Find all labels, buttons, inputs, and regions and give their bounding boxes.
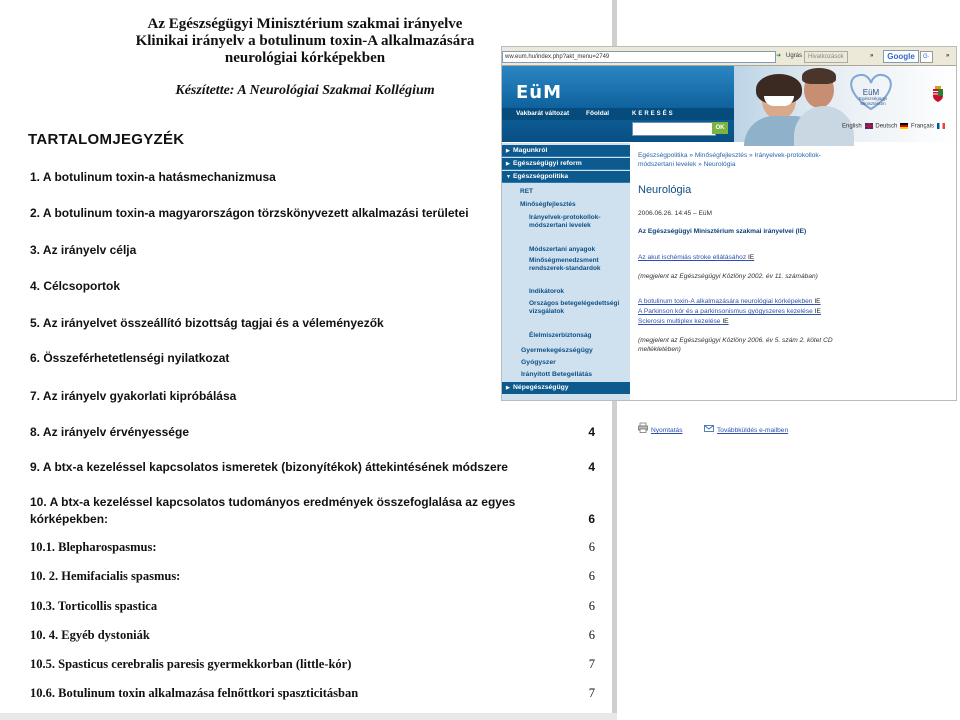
logo-panel — [502, 66, 734, 142]
toc-sub-entry: 10. 2. Hemifacialis spasmus: 6 — [30, 569, 595, 583]
address-bar[interactable]: ww.eum.hu/index.php?akt_menu=2749 — [502, 51, 776, 63]
menu-item-nepegeszsegugy[interactable]: ▶ Népegészségügy — [502, 382, 630, 394]
menu-item-gyermekegeszsegugy[interactable]: Gyermekegészségügy — [502, 345, 630, 357]
de-flag-icon[interactable] — [900, 123, 908, 129]
submenu-item-betegelegedettseg[interactable]: Országos betegelégedettségi vizsgálatok — [529, 300, 620, 315]
section-title: Az Egészségügyi Minisztérium szakmai irányelvei (IE) — [638, 228, 807, 235]
stroke-guideline-link[interactable]: Az akut ischémiás stroke ellátásához IE — [638, 254, 755, 261]
google-toolbar-logo[interactable]: Google — [883, 50, 919, 63]
ministry-heart-logo-icon — [840, 69, 902, 115]
doc-bottom-bar — [0, 713, 617, 720]
go-button[interactable]: Ugrás — [786, 53, 803, 59]
toolbar-chevron-2[interactable]: » — [946, 53, 950, 59]
svg-text:EüM: EüM — [862, 88, 880, 97]
site-logo[interactable]: EüM — [516, 82, 563, 103]
print-link[interactable]: Nyomtatás — [651, 427, 683, 434]
toc-entry: 2. A botulinum toxin-a magyarországon törzskönyvezett alkalmazási területei — [30, 206, 595, 220]
submenu-item-minosegfejlesztes[interactable]: Minőségfejlesztés — [520, 201, 576, 208]
doc-title-line-2: Klinikai irányelv a botulinum toxin-A alkalmazására — [135, 33, 475, 49]
submenu-item-minosegmenedzsment[interactable]: Minőségmenedzsment rendszerek-standardok — [529, 257, 601, 272]
submenu-item-ret[interactable]: RET — [520, 188, 533, 195]
page-title: Neurológia — [638, 184, 692, 196]
home-link[interactable]: Főoldal — [586, 110, 610, 117]
toc-heading: TARTALOMJEGYZÉK — [28, 131, 185, 148]
lang-deutsch[interactable]: Deutsch — [875, 123, 898, 130]
submenu-item-indikatorok[interactable]: Indikátorok — [529, 288, 565, 295]
browser-toolbar — [502, 47, 956, 66]
language-bar — [842, 123, 946, 130]
breadcrumb[interactable] — [638, 151, 938, 169]
fr-flag-icon[interactable] — [937, 123, 945, 129]
doc-title-line-3: neurológiai kórképekben — [224, 50, 386, 66]
breadcrumb-line-1[interactable]: Egészségpolitika » Minőségfejlesztés » Irányelvek-protokollok- — [638, 152, 821, 159]
search-label: KERESÉS — [632, 111, 675, 117]
toc-entry: 6. Összeférhetetlenségi nyilatkozat — [30, 351, 595, 365]
menu-item-gyogyszer[interactable]: Gyógyszer — [502, 357, 630, 369]
printer-icon[interactable] — [638, 423, 648, 433]
publication-note-2: (megjelent az Egészségügyi Közlöny 2006. év 5. szám 2. kötet CD mellékletében) — [638, 337, 833, 353]
publication-note-1: (megjelent az Egészségügyi Közlöny 2002. év 11. számában) — [638, 273, 818, 280]
submenu-item-elelmiszerbiztonsag[interactable]: Élelmiszerbiztonság — [529, 332, 592, 339]
go-arrow-icon[interactable]: ➜ — [776, 53, 782, 59]
toc-sub-entry: 10.5. Spasticus cerebralis paresis gyermekkorban (little-kór) 7 — [30, 657, 595, 671]
sidebar-menu — [502, 143, 630, 400]
toc-sub-entry: 10.3. Torticollis spastica 6 — [30, 599, 595, 613]
toc-entry: 8. Az irányelv érvényessége 4 — [30, 425, 595, 439]
links-button[interactable]: Hivatkozások — [804, 51, 848, 63]
submenu-item-modszertani-anyagok[interactable]: Módszertani anyagok — [529, 246, 596, 253]
toc-entry: 9. A btx-a kezeléssel kapcsolatos ismeretek (bizonyítékok) áttekintésének módszere 4 — [30, 460, 595, 474]
toc-sub-entry: 10.1. Blepharospasmus: 6 — [30, 540, 595, 554]
menu-item-egeszsegpolitika[interactable]: ▼ Egészségpolitika — [502, 171, 630, 183]
uk-flag-icon[interactable] — [865, 123, 873, 129]
ministry-name: Egészségügyi Minisztérium — [858, 96, 888, 106]
breadcrumb-line-2[interactable]: módszertani levelek » Neurológia — [638, 161, 736, 168]
toc-entry: 1. A botulinum toxin-a hatásmechanizmusa — [30, 170, 595, 184]
google-search-dropdown[interactable]: G· — [920, 51, 933, 63]
toc-sub-entry: 10. 4. Egyéb dystoniák 6 — [30, 628, 595, 642]
coat-of-arms-icon — [932, 86, 944, 102]
sclerosis-guideline-link[interactable]: Sclerosis multiplex kezelése IE — [638, 318, 729, 325]
doc-title-line-1: Az Egészségügyi Minisztérium szakmai irányelve — [147, 16, 463, 32]
publish-date: 2006.06.26. 14:45 – EüM — [638, 210, 713, 217]
search-input[interactable] — [632, 122, 716, 136]
toc-sub-entry: 10.6. Botulinum toxin alkalmazása felnőttkori spaszticitásban 7 — [30, 686, 595, 700]
toc-entry-10-line-1: 10. A btx-a kezeléssel kapcsolatos tudományos eredmények összefoglalása az egyes — [30, 495, 516, 509]
menu-item-egeszsegugyi-reform[interactable]: ▶ Egészségügyi reform — [502, 158, 630, 170]
top-nav — [502, 108, 734, 120]
site-header — [502, 66, 956, 142]
submenu-item-iranyelvek[interactable]: Irányelvek-protokollok-módszertani levelek — [529, 214, 601, 229]
botulinum-guideline-link[interactable]: A botulinum toxin-A alkalmazására neurológiai kórképekben IE — [638, 298, 821, 305]
toc-entry: 3. Az irányelv célja — [30, 243, 595, 257]
toc-entry: 5. Az irányelvet összeállító bizottság tagjai és a véleményezők — [30, 316, 595, 330]
toc-entry: 4. Célcsoportok — [30, 279, 595, 293]
toc-entry: 7. Az irányelv gyakorlati kipróbálása — [30, 389, 595, 403]
search-ok-button[interactable]: OK — [712, 122, 728, 134]
doc-author: Készítette: A Neurológiai Szakmai Kollégium — [175, 83, 435, 98]
photo-man-hair — [802, 68, 836, 84]
email-forward-icon[interactable] — [704, 425, 714, 432]
lang-francais[interactable]: Français — [911, 123, 935, 130]
menu-item-iranyitott-betegellatas[interactable]: Irányított Betegellátás — [502, 369, 630, 381]
lang-english[interactable]: English — [842, 123, 862, 130]
toolbar-chevron[interactable]: » — [870, 53, 874, 59]
menu-item-magunkrol[interactable]: ▶ Magunkról — [502, 145, 630, 157]
toc-entry-10-line-2: kórképekben: 6 — [30, 512, 595, 526]
accessible-version-link[interactable]: Vakbarát változat — [516, 110, 570, 117]
email-forward-link[interactable]: Továbbküldés e-mailben — [717, 427, 789, 434]
browser-window — [502, 47, 956, 434]
parkinson-guideline-link[interactable]: A Parkinson kór és a parkinsonismus gyógyszeres kezelése IE — [638, 308, 821, 315]
